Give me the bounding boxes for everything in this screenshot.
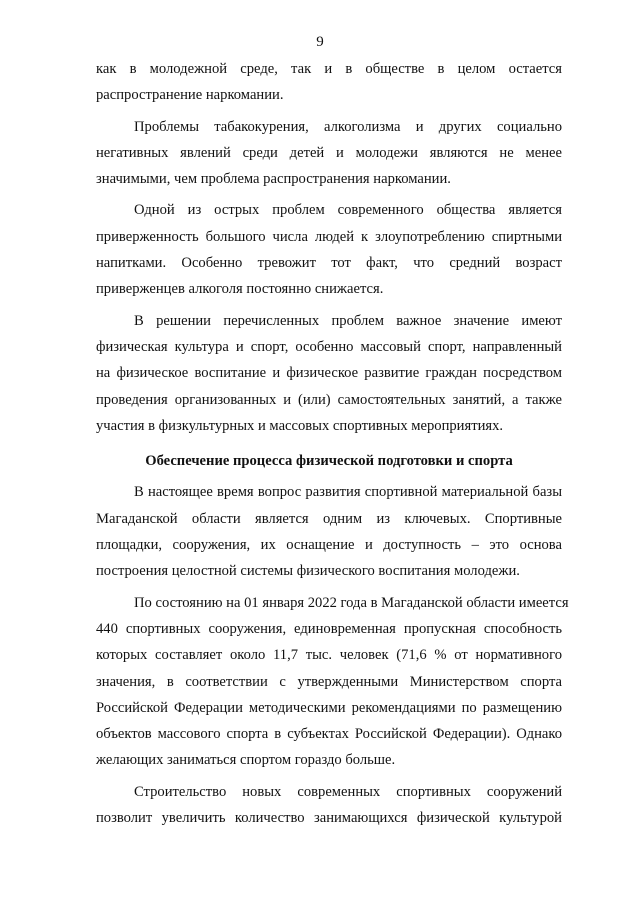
text-line: Российской Федерации методическими рекомендациями по размещению: [96, 699, 562, 716]
text-line: негативных явлений среди детей и молодежи являются не менее: [96, 144, 562, 161]
text-line: проведения организованных и (или) самостоятельных занятий, а также: [96, 391, 562, 408]
text-line: объектов массового спорта в субъектах Российской Федерации). Однако: [96, 726, 562, 743]
paragraph: [96, 590, 569, 774]
paragraph: [96, 479, 562, 584]
text-line: физическая культура и спорт, особенно массовый спорт, направленный: [96, 338, 562, 355]
text-line: приверженность большого числа людей к злоупотреблению спиртными: [96, 228, 562, 245]
text-line: напитками. Особенно тревожит тот факт, что средний возраст: [96, 255, 562, 272]
text-line: позволит увеличить количество занимающихся физической культурой: [96, 810, 562, 827]
text-line: распространение наркомании.: [96, 87, 284, 104]
text-line: значимыми, чем проблема распространения наркомании.: [96, 171, 451, 188]
page-number: 9: [316, 34, 324, 50]
text-line: приверженцев алкоголя постоянно снижается.: [96, 281, 384, 298]
text-line: значения, в соответствии с утвержденными Министерством спорта: [96, 673, 562, 690]
text-line: Одной из острых проблем современного общества является: [134, 202, 562, 219]
text-line: Строительство новых современных спортивных сооружений: [134, 783, 562, 800]
text-line: как в молодежной среде, так и в обществе в целом остается: [96, 61, 562, 77]
text-line: Проблемы табакокурения, алкоголизма и других социально: [134, 118, 562, 135]
text-line: участия в физкультурных и массовых спортивных мероприятиях.: [96, 417, 504, 434]
page-body: [96, 56, 569, 831]
text-line: построения целостной системы физического воспитания молодежи.: [96, 563, 520, 580]
text-line: В настоящее время вопрос развития спортивной материальной базы: [134, 484, 562, 501]
paragraph: [96, 779, 562, 832]
paragraph: [96, 56, 562, 109]
text-line: Магаданской области является одним из ключевых. Спортивные: [96, 510, 562, 527]
text-line: По состоянию на 01 января 2022 года в Магаданской области имеется: [134, 594, 569, 611]
text-line: которых составляет около 11,7 тыс. человек (71,6 % от нормативного: [96, 647, 562, 664]
text-line: желающих заниматься спортом гораздо больше.: [96, 752, 396, 769]
paragraph: [96, 308, 562, 439]
text-line: площадки, сооружения, их оснащение и доступность – это основа: [96, 537, 562, 554]
paragraph: [96, 114, 562, 193]
text-line: В решении перечисленных проблем важное значение имеют: [134, 312, 562, 329]
text-line: на физическое воспитание и физическое развитие граждан посредством: [96, 365, 562, 382]
paragraph: [96, 197, 562, 302]
text-line: 440 спортивных сооружения, единовременная пропускная способность: [96, 620, 562, 637]
section-heading: Обеспечение процесса физической подготовки и спорта: [145, 453, 513, 470]
